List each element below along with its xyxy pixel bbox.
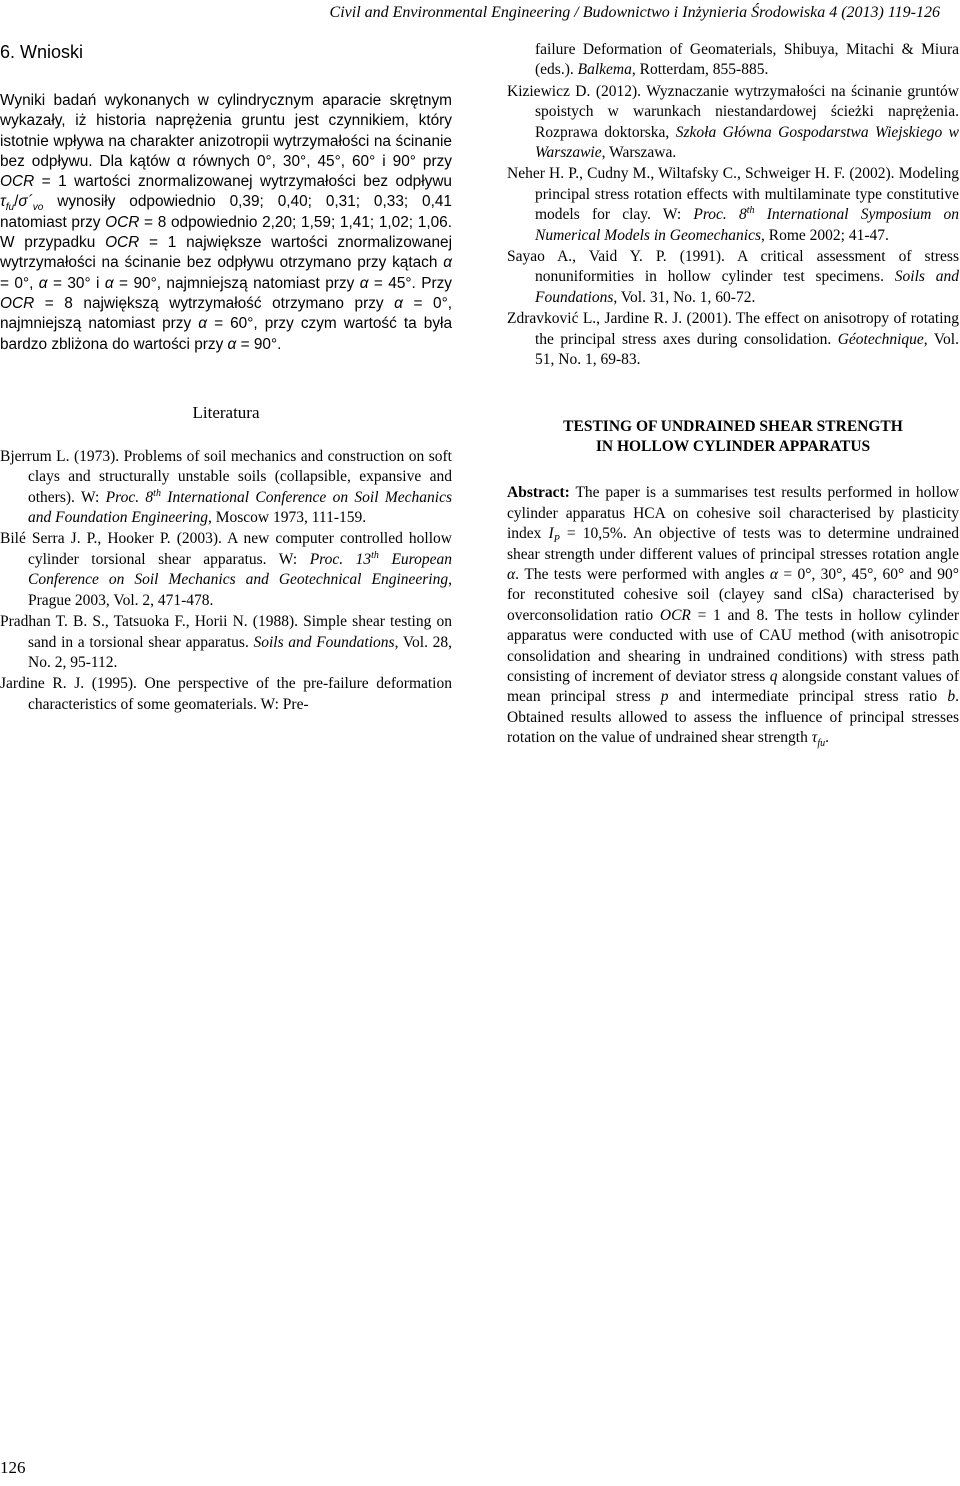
english-title-line-2: IN HOLLOW CYLINDER APPARATUS: [595, 437, 871, 455]
reference-neher: Neher H. P., Cudny M., Wiltafsky C., Schweiger H. F. (2002). Modeling principal stress rotation effects with multilaminate type constitutive models for clay. W: Proc. 8th International Symposium on Numerical Models in Geomechanics, Rome 2002; 41-47.: [507, 165, 959, 244]
running-header: Civil and Environmental Engineering / Budownictwo i Inżynieria Środowiska 4 (2013) 119-126: [329, 4, 940, 21]
right-column: [507, 40, 959, 749]
page-number: 126: [0, 1458, 26, 1477]
reference-jardine-continued: failure Deformation of Geomaterials, Shibuya, Mitachi & Miura (eds.). Balkema, Rotterdam, 855-885.: [535, 41, 959, 79]
reference-sayao: Sayao A., Vaid Y. P. (1991). A critical assessment of stress nonuniformities in hollow cylinder test specimens. Soils and Foundations, Vol. 31, No. 1, 60-72.: [507, 248, 959, 306]
section-title: 6. Wnioski: [0, 42, 84, 62]
abstract-paragraph: Abstract: The paper is a summarises test results performed in hollow cylinder apparatus HCA on cohesive soil characterised by plasticity index $I_P = 10,5\%$. An objective of tests was to determine undrained shear strength under different values of principal stresses rotation angle α. The tests were performed with angles α = 0°, 30°, 45°, 60° and 90° for reconstituted cohesive soil (clayey sand clSa) characterised by overconsolidation ratio OCR = 1 and 8. The tests in hollow cylinder apparatus were conducted with use of CAU method (with anisotropic consolidation and shearing in undrained conditions) with stress path consisting of increment of deviator stress q alongside constant values of mean principal stress p and intermediate principal stress ratio b. Obtained results allowed to assess the influence of principal stresses rotation on the value of undrained shear strength $\tau_{fu}$.: [507, 484, 959, 750]
literature-heading: Literatura: [192, 402, 260, 422]
reference-pradhan: Pradhan T. B. S., Tatsuoka F., Horii N. (1988). Simple shear testing on sand in a torsional shear apparatus. Soils and Foundations, Vol. 28, No. 2, 95-112.: [0, 613, 452, 671]
reference-jardine: Jardine R. J. (1995). One perspective of the pre-failure deformation characteristics of some geomaterials. W: Pre-: [0, 675, 452, 713]
reference-kiziewicz: Kiziewicz D. (2012). Wyznaczanie wytrzymałości na ścinanie gruntów spoistych w warunkach niestandardowej ścieżki naprężenia. Rozprawa doktorska, Szkoła Główna Gospodarstwa Wiejskiego w Warszawie, Warszawa.: [507, 82, 959, 162]
abstract-label: Abstract:: [507, 484, 570, 502]
reference-bjerrum: Bjerrum L. (1973). Problems of soil mechanics and construction on soft clays and structurally unstable soils (collapsible, expansive and others). W: Proc. 8th International Conference on Soil Mechanics and Foundation Engineering, Moscow 1973, 111-159.: [0, 447, 453, 527]
reference-bile-serra: Bilé Serra J. P., Hooker P. (2003). A new computer controlled hollow cylinder torsional shear apparatus. W: Proc. 13th European Conference on Soil Mechanics and Geotechnical Engineering, Prague 2003, Vol. 2, 471-478.: [0, 530, 452, 609]
reference-zdravkovic: Zdravković L., Jardine R. J. (2001). The effect on anisotropy of rotating the principal stress axes during consolidation. Géotechnique, Vol. 51, No. 1, 69-83.: [507, 310, 959, 369]
english-title-line-1: TESTING OF UNDRAINED SHEAR STRENGTH: [563, 417, 903, 435]
conclusions-paragraph: Wyniki badań wykonanych w cylindrycznym aparacie skrętnym wykazały, iż historia naprężenia gruntu jest czynnikiem, który istotnie wpływa na charakter anizotropii wytrzymałości na ścinanie bez odpływu. Dla kątów α równych 0°, 30°, 45°, 60° i 90° przy OCR = 1 wartości znormalizowanej wytrzymałości bez odpływu $\tau_{fu}/\sigma´_{vo}$ wynosiły odpowiednio 0,39; 0,40; 0,31; 0,33; 0,41 natomiast przy OCR = 8 odpowiednio 2,20; 1,59; 1,41; 1,02; 1,06. W przypadku OCR = 1 największe wartości znormalizowanej wytrzymałości na ścinanie bez odpływu otrzymano przy kątach α = 0°, α = 30° i α = 90°, najmniejszą natomiast przy α = 45°. Przy OCR = 8 największą wytrzymałość otrzymano przy α = 0°, najmniejszą natomiast przy α = 60°, przy czym wartość ta była bardzo zbliżona do wartości przy α = 90°.: [0, 92, 453, 353]
english-title: [507, 417, 959, 458]
left-column: [0, 40, 452, 716]
